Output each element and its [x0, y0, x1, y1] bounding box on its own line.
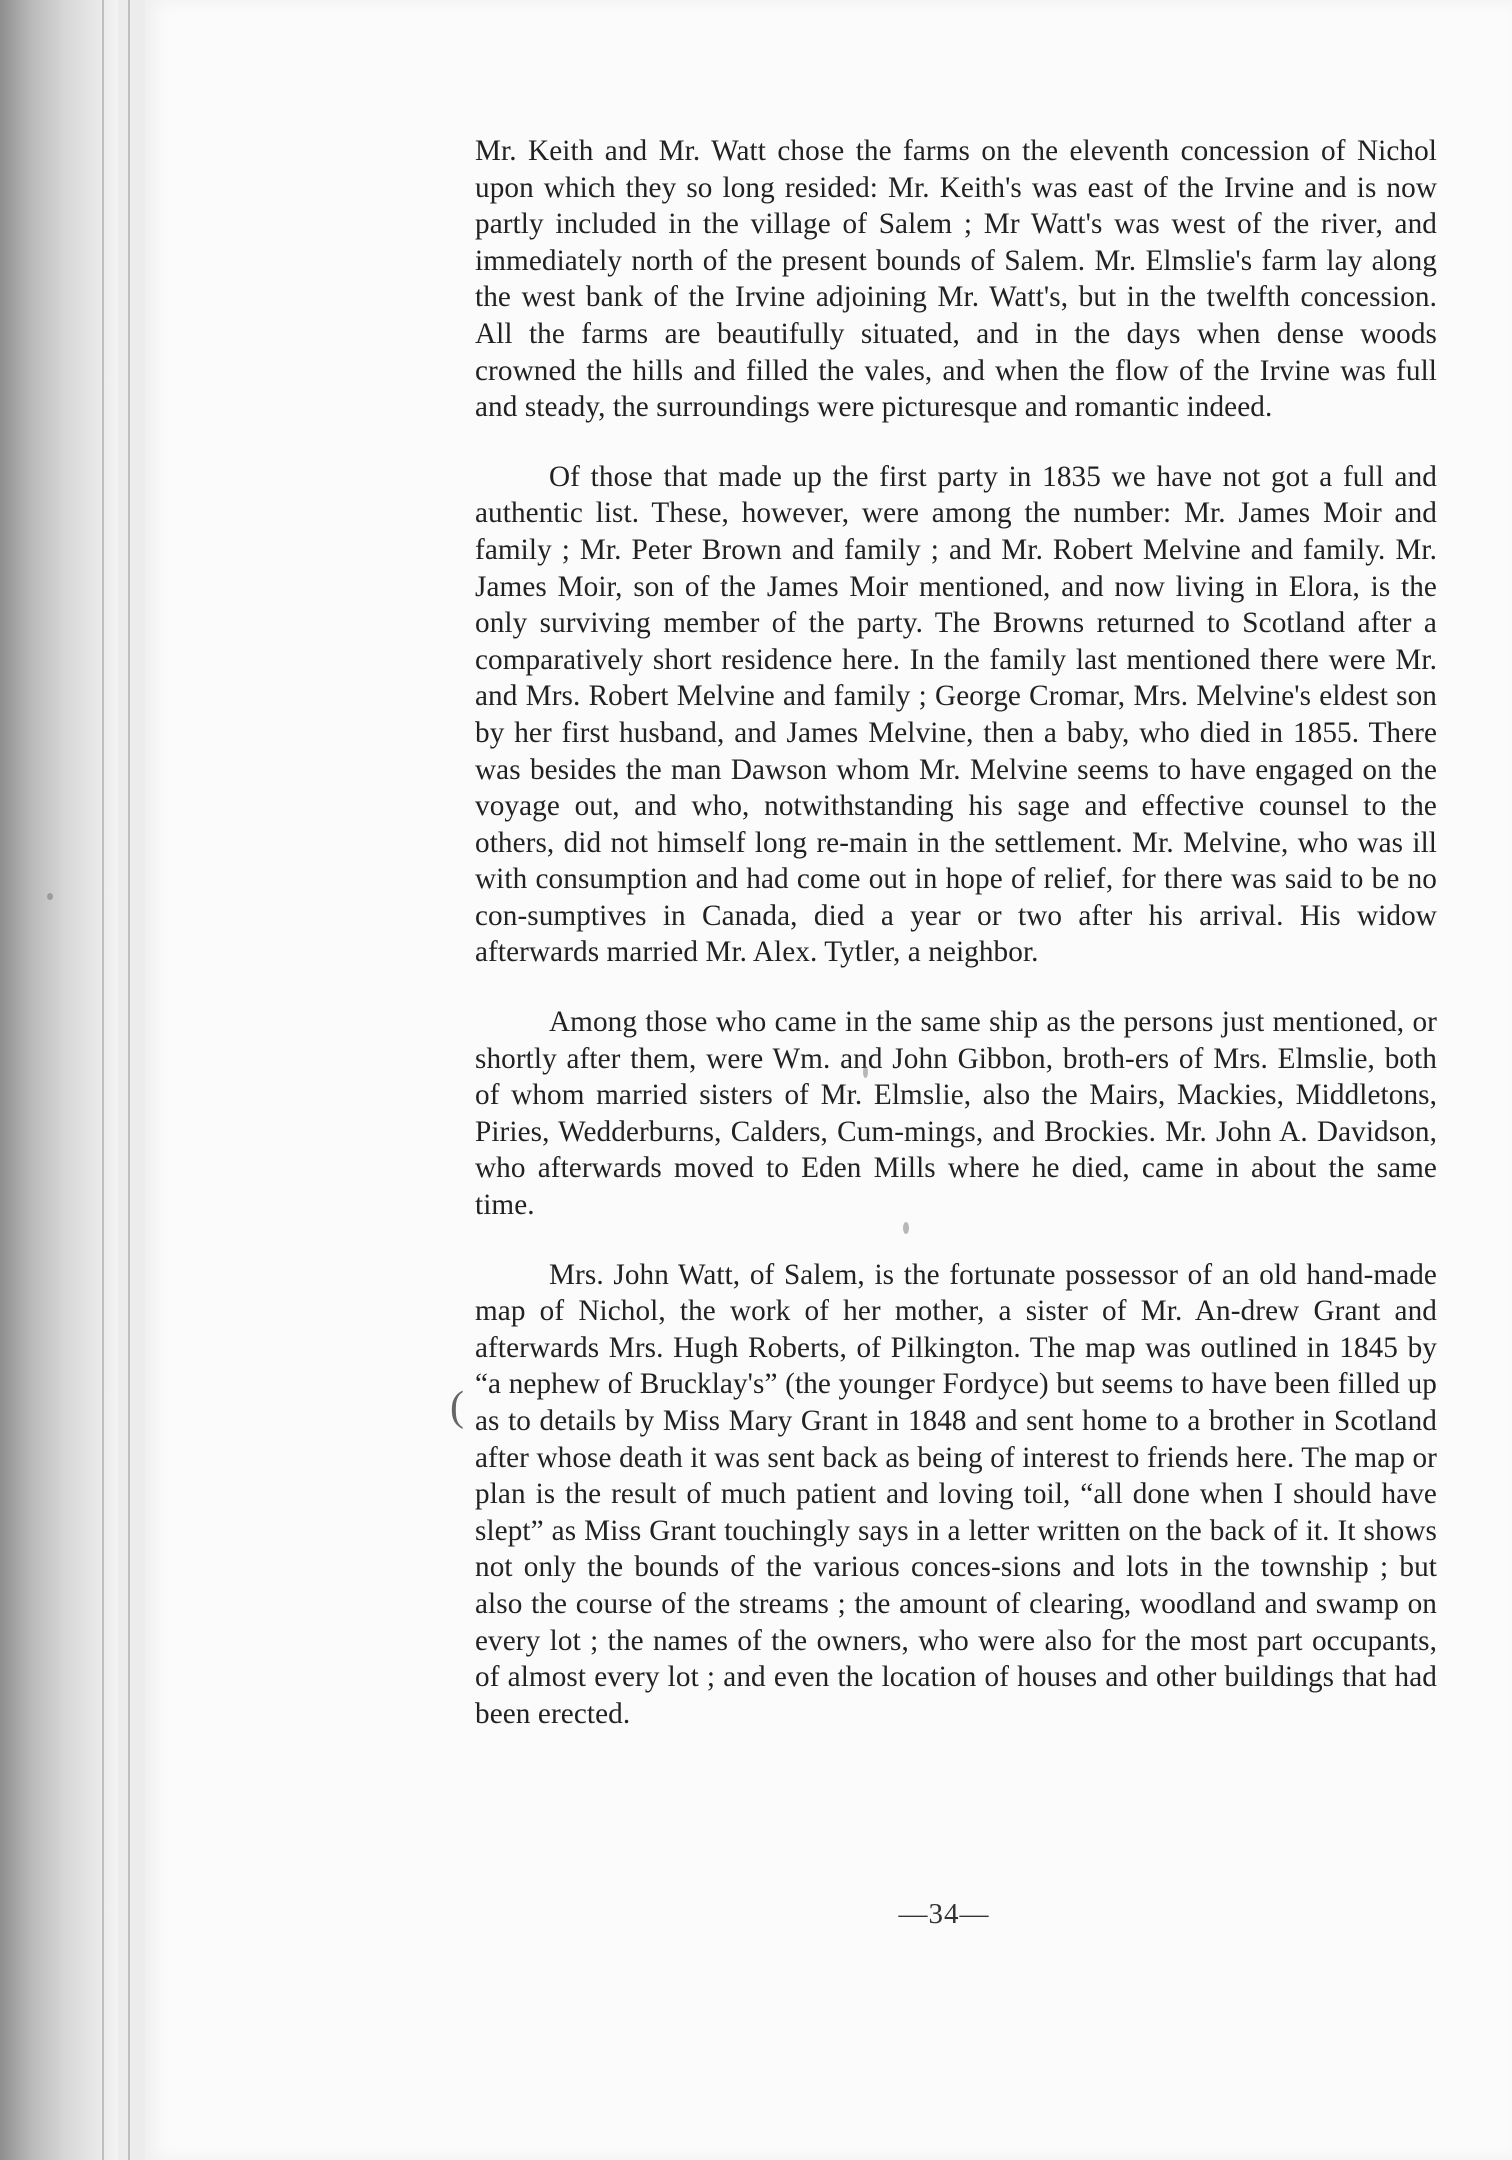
paragraph-first-party: Of those that made up the first party in 1835 we have not got a full and authentic list. These, however, were among the number: Mr. James Moir and family ; Mr. Peter Brown and family ; and Mr. Robert Melvine and family. Mr. James Moir, son of the James Moir mentioned, and now living in Elora, is the only surviving member of the party. The Browns returned to Scotland after a comparatively short residence here. In the family last mentioned there were Mr. and Mrs. Robert Melvine and family ; George Cromar, Mrs. Melvine's eldest son by her first husband, and James Melvine, then a baby, who died in 1855. There was besides the man Dawson whom Mr. Melvine seems to have engaged on the voyage out, and who, notwithstanding his sage and effective counsel to the others, did not himself long re-main in the settlement. Mr. Melvine, who was ill with consumption and had come out in hope of relief, for there was said to be no con-sumptives in Canada, died a year or two after his arrival. His widow afterwards married Mr. Alex. Tytler, a neighbor. [475, 460, 1437, 969]
underlying-page-edge [102, 0, 104, 2160]
paragraph-later-settlers: Among those who came in the same ship as the persons just mentioned, or shortly after them, were Wm. and John Gibbon, broth-ers of Mrs. Elmslie, both of whom married sisters of Mr. Elmslie, also the Mairs, Mackies, Middletons, Piries, Wedderburns, Calders, Cum-mings, and Brockies. Mr. John A. Davidson, who afterwards moved to Eden Mills where he died, came in about the same time. [475, 1006, 1437, 1222]
page-number: —34— [898, 1898, 990, 1930]
scan-speck [863, 1066, 868, 1078]
scan-speck [903, 1222, 909, 1234]
left-margin-bracket: ( [450, 1384, 464, 1430]
scan-speck [47, 893, 53, 900]
paragraph-hand-made-map: Mrs. John Watt, of Salem, is the fortunate possessor of an old hand-made map of Nichol, the work of her mother, a sister of Mr. An-drew Grant and afterwards Mrs. Hugh Roberts, of Pilkington. The map was outlined in 1845 by “a nephew of Brucklay's” (the younger Fordyce) but seems to have been filled up as to details by Miss Mary Grant in 1848 and sent home to a brother in Scotland after whose death it was sent back as being of interest to friends here. The map or plan is the result of much patient and loving toil, “all done when I should have slept” as Miss Grant touchingly says in a letter written on the back of it. It shows not only the bounds of the various conces-sions and lots in the township ; but also the course of the streams ; the amount of clearing, woodland and swamp on every lot ; the names of the owners, who were also for the most part occupants, of almost every lot ; and even the location of houses and other buildings that had been erected. [475, 1258, 1437, 1730]
paragraph-farms: Mr. Keith and Mr. Watt chose the farms on the eleventh concession of Nichol upon which they so long resided: Mr. Keith's was east of the Irvine and is now partly included in the village of Salem ; Mr Watt's was west of the river, and immediately north of the present bounds of Salem. Mr. Elmslie's farm lay along the west bank of the Irvine adjoining Mr. Watt's, but in the twelfth concession. All the farms are beautifully situated, and in the days when dense woods crowned the hills and filled the vales, and when the flow of the Irvine was full and steady, the surroundings were picturesque and romantic indeed. [475, 135, 1437, 424]
scan-left-shadow [0, 0, 118, 2160]
page-text-block [475, 133, 1437, 1732]
underlying-page-edge [128, 0, 130, 2160]
